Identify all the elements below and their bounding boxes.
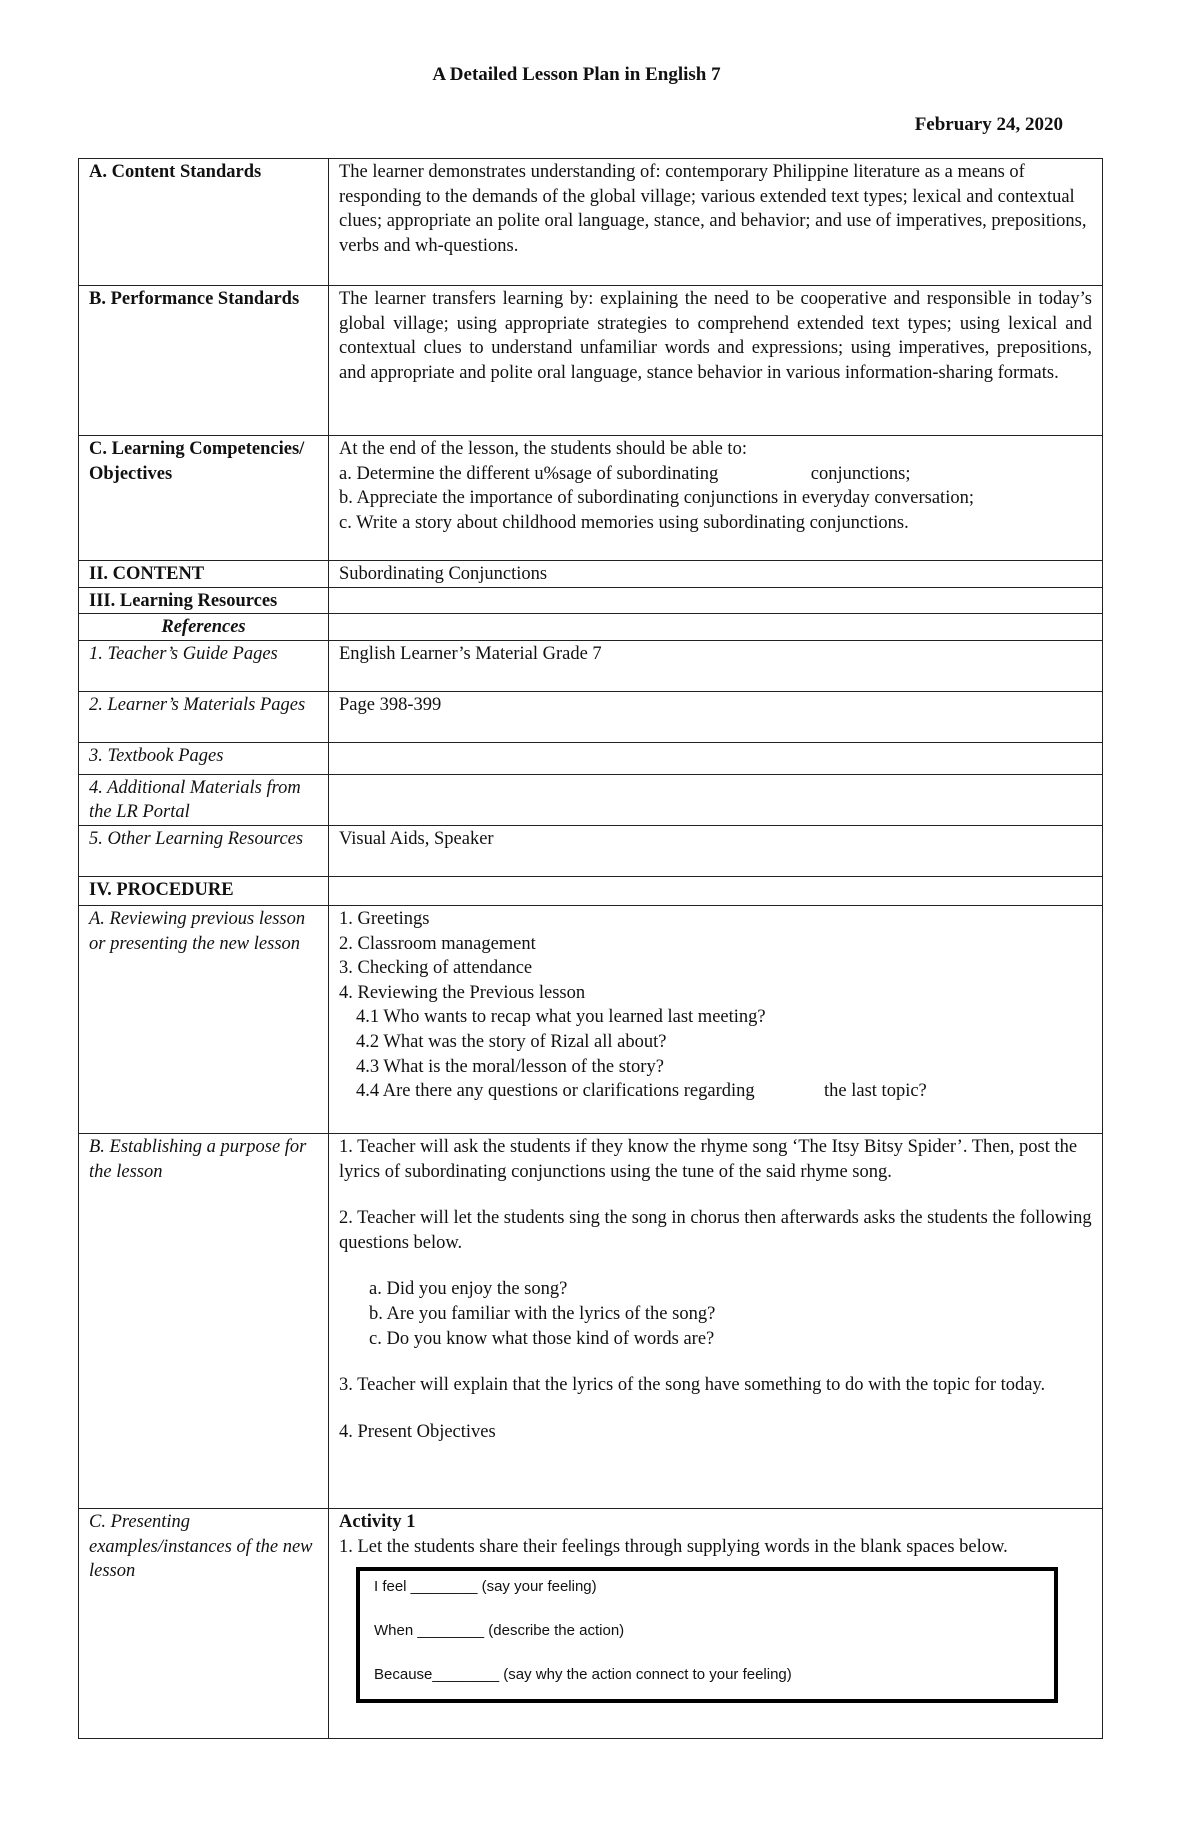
purpose-step-4: 4. Present Objectives xyxy=(339,1421,496,1442)
competency-item: b. Appreciate the importance of subordinating conjunctions in everyday conversation; xyxy=(339,488,974,509)
purpose-step-3: 3. Teacher will explain that the lyrics of the song have something to do with the topic for today. xyxy=(339,1375,1046,1396)
learning-resources-label: III. Learning Resources xyxy=(79,587,329,614)
presenting-label: C. Presenting examples/instances of the new lesson xyxy=(79,1508,329,1738)
page-title: A Detailed Lesson Plan in English 7 xyxy=(432,64,721,85)
purpose-step-2: 2. Teacher will let the students sing the song in chorus then afterwards asks the students the following questions below. xyxy=(339,1208,1092,1253)
row-teachers-guide xyxy=(79,640,1103,691)
row-other-resources xyxy=(79,825,1103,876)
procedure-label: IV. PROCEDURE xyxy=(79,876,329,905)
competency-item: a. Determine the different u%sage of subordinating conjunctions; xyxy=(339,463,911,484)
reviewing-cell xyxy=(329,905,1103,1133)
competencies-cell xyxy=(329,436,1103,561)
additional-materials-value xyxy=(329,774,1103,825)
reviewing-subitem: 4.2 What was the story of Rizal all about? xyxy=(356,1031,667,1052)
activity-instruction: 1. Let the students share their feelings through supplying words in the blank spaces below. xyxy=(339,1536,1008,1557)
feelings-box xyxy=(356,1567,1058,1703)
content-standards-label: A. Content Standards xyxy=(79,159,329,286)
purpose-label: B. Establishing a purpose for the lesson xyxy=(79,1133,329,1508)
content-value: Subordinating Conjunctions xyxy=(329,561,1103,588)
reviewing-subitem: 4.3 What is the moral/lesson of the story? xyxy=(356,1056,664,1077)
purpose-question: c. Do you know what those kind of words are? xyxy=(369,1328,715,1349)
row-additional-materials xyxy=(79,774,1103,825)
row-references xyxy=(79,614,1103,641)
purpose-cell xyxy=(329,1133,1103,1508)
feelings-line-when: When ________ (describe the action) xyxy=(374,1622,625,1640)
reviewing-subitem: 4.4 Are there any questions or clarifications regarding the last topic? xyxy=(356,1081,927,1102)
teachers-guide-value: English Learner’s Material Grade 7 xyxy=(329,640,1103,691)
row-content xyxy=(79,561,1103,588)
row-competencies xyxy=(79,436,1103,561)
lesson-date: February 24, 2020 xyxy=(914,114,1063,135)
row-procedure xyxy=(79,876,1103,905)
other-resources-label: 5. Other Learning Resources xyxy=(79,825,329,876)
competency-item: c. Write a story about childhood memories using subordinating conjunctions. xyxy=(339,512,909,533)
performance-standards-text: The learner transfers learning by: explaining the need to be cooperative and responsible in today’s global village; using appropriate strategies to comprehend extended text types; using lexical and contextual clues to understand unfamiliar words and expressions; using imperatives, prepositions, and appropriate and polite oral language, stance behavior in various information-sharing formats. xyxy=(329,286,1103,436)
learners-materials-value: Page 398-399 xyxy=(329,691,1103,742)
row-learning-resources xyxy=(79,587,1103,614)
other-resources-value: Visual Aids, Speaker xyxy=(329,825,1103,876)
reviewing-item: 4. Reviewing the Previous lesson xyxy=(339,982,586,1003)
row-purpose xyxy=(79,1133,1103,1508)
performance-standards-label: B. Performance Standards xyxy=(79,286,329,436)
row-content-standards xyxy=(79,159,1103,286)
activity-title: Activity 1 xyxy=(339,1511,416,1532)
feelings-line-because: Because________ (say why the action connect to your feeling) xyxy=(374,1666,792,1684)
feelings-line-feel: I feel ________ (say your feeling) xyxy=(374,1578,597,1596)
textbook-pages-value xyxy=(329,742,1103,774)
reviewing-item: 3. Checking of attendance xyxy=(339,958,533,979)
learning-resources-value xyxy=(329,587,1103,614)
row-presenting xyxy=(79,1508,1103,1738)
row-learners-materials xyxy=(79,691,1103,742)
procedure-value xyxy=(329,876,1103,905)
additional-materials-label: 4. Additional Materials from the LR Portal xyxy=(79,774,329,825)
reviewing-subitem: 4.1 Who wants to recap what you learned last meeting? xyxy=(356,1007,766,1028)
reviewing-item: 1. Greetings xyxy=(339,908,430,929)
row-textbook-pages xyxy=(79,742,1103,774)
row-performance-standards xyxy=(79,286,1103,436)
references-label: References xyxy=(79,614,329,641)
teachers-guide-label: 1. Teacher’s Guide Pages xyxy=(79,640,329,691)
lesson-plan-table xyxy=(78,158,1103,1739)
purpose-step-1: 1. Teacher will ask the students if they know the rhyme song ‘The Itsy Bitsy Spider’. Then, post the lyrics of subordinating conjunctions using the tune of the said rhyme song. xyxy=(339,1136,1078,1182)
textbook-pages-label: 3. Textbook Pages xyxy=(79,742,329,774)
competencies-label: C. Learning Competencies/Objectives xyxy=(79,436,329,561)
content-label: II. CONTENT xyxy=(79,561,329,588)
row-reviewing xyxy=(79,905,1103,1133)
competencies-intro: At the end of the lesson, the students should be able to: xyxy=(339,439,747,459)
reviewing-item: 2. Classroom management xyxy=(339,933,536,954)
references-value xyxy=(329,614,1103,641)
reviewing-label: A. Reviewing previous lesson or presenting the new lesson xyxy=(79,905,329,1133)
purpose-question: a. Did you enjoy the song? xyxy=(369,1279,568,1300)
presenting-cell xyxy=(329,1508,1103,1738)
content-standards-text: The learner demonstrates understanding of: contemporary Philippine literature as a means of responding to the demands of the global village; various extended text types; lexical and contextual clues; appropriate an polite oral language, stance, and behavior; and use of imperatives, prepositions, verbs and wh-questions. xyxy=(329,159,1103,286)
purpose-question: b. Are you familiar with the lyrics of the song? xyxy=(369,1303,716,1324)
learners-materials-label: 2. Learner’s Materials Pages xyxy=(79,691,329,742)
